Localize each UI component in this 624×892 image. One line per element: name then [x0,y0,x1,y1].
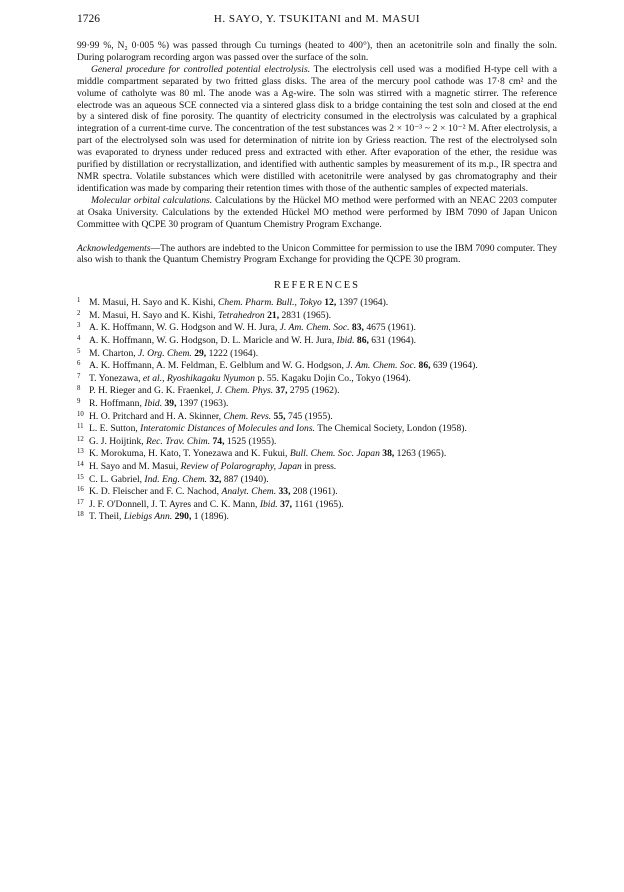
paragraph-acknowledgements [77,243,557,267]
reference-item [77,310,557,323]
running-header [77,13,557,29]
reference-item [77,411,557,424]
reference-item [77,486,557,499]
reference-rest: The Chemical Society, London (1958). [314,423,467,435]
reference-number: 11 [77,423,84,431]
reference-volume: 12, [321,297,337,309]
reference-authors: J. F. O'Donnell, J. T. Ayres and C. K. Mann, [89,498,260,510]
running-title-authors: H. SAYO, Y. TSUKITANI and M. MASUI [213,13,421,25]
paragraph-mo-calculations [77,195,557,231]
reference-journal: Review of Polarography, Japan [180,460,302,472]
reference-authors: T. Yonezawa, [89,372,143,384]
reference-volume: 55, [271,410,286,422]
reference-item [77,448,557,461]
reference-number: 15 [77,473,84,481]
reference-number: 7 [77,372,81,380]
reference-item [77,436,557,449]
reference-volume: 290, [172,511,192,523]
reference-number: 1 [77,297,81,305]
reference-authors: A. K. Hoffmann, A. M. Feldman, E. Gelblum and W. G. Hodgson, [89,360,347,372]
reference-journal: J. Am. Chem. Soc. [279,322,350,334]
reference-item [77,322,557,335]
reference-journal: Ibid. [259,498,278,510]
acknowledgements-text: —The authors are indebted to the Unicon Committee for permission to use the IBM 7090 computer. They also wish to thank the Quantum Chemistry Program Exchange for providing the QCPE 30 program. [77,242,557,266]
reference-number: 13 [77,448,84,456]
reference-journal: Ibid. [144,397,163,409]
reference-number: 5 [77,347,81,355]
reference-item [77,423,557,436]
reference-item [77,474,557,487]
reference-authors: A. K. Hoffmann, W. G. Hodgson and W. H. Jura, [89,322,280,334]
reference-rest: 639 (1964). [430,360,478,372]
reference-rest: 1161 (1965). [292,498,344,510]
page-number: 1726 [77,13,100,25]
reference-journal: Chem. Revs. [223,410,272,422]
reference-number: 17 [77,498,84,506]
reference-item [77,461,557,474]
reference-item [77,499,557,512]
reference-volume: 21, [264,309,280,321]
reference-volume: 32, [207,473,222,485]
reference-journal: Ind. Eng. Chem. [144,473,208,485]
reference-volume: 37, [277,498,293,510]
reference-authors: K. D. Fleischer and F. C. Nachod, [89,486,222,498]
reference-volume: 86, [416,360,431,372]
article-body [77,40,557,524]
electrolysis-text: The electrolysis cell used was a modified H-type cell with a middle compartment separated by two fritted glass disks. The area of the mercury pool cathode was 17·8 cm² and the volume of catholyte was 80 ml. The anode was a Ag-wire. The soln was stirred with a magnetic stirrer. The reference electrode was an aqueous SCE connected via a sintered glass disk to a bridge containing the test soln and closed at the end by a sintered disk of fine porosity. The quantity of electricity consumed in the electrolysis was calculated by a graphical integration of a current-time curve. The concentration of the test substances was 2 × 10⁻³ ~ 2 × 10⁻² M. After electrolysis, a part of the electrolysed soln was used for determination of nitrite ion by Griess reaction. The rest of the electrolysed soln was evaporated to dryness under reduced press and extracted with ether. After evaporation of the ether, the residue was purified by distillation or recrystallization, and identified with authentic samples by measurement of its m.p., IR spectra and NMR spectra. Volatile substances which were distilled with acetonitrile were analysed by gas chromatography and their identification was made by comparing their retention times with those of the authentic samples of expected materials. [77,63,557,194]
reference-rest: 1222 (1964). [206,347,259,359]
reference-journal: J. Org. Chem. [138,347,192,359]
reference-volume: 83, [349,322,364,334]
reference-authors: K. Morokuma, H. Kato, T. Yonezawa and K. Fukui, [89,448,290,460]
reference-item [77,373,557,386]
reference-rest: 1397 (1964). [336,297,389,309]
reference-item [77,385,557,398]
reference-volume: 37, [273,385,288,397]
reference-rest: 1397 (1963). [176,397,229,409]
reference-rest: 1525 (1955). [224,435,277,447]
paragraph-gas-purification: 99·99 %, N₂ 0·005 %) was passed through Cu turnings (heated to 400°), then an acetonitrile soln and finally the soln. During polarogram recording argon was passed over the surface of the soln. [77,40,557,63]
reference-authors: G. J. Hoijtink, [89,435,147,447]
reference-rest: 745 (1955). [285,410,333,422]
reference-authors: T. Theil, [89,511,124,523]
reference-authors: C. L. Gabriel, [89,473,145,485]
mo-text: Calculations by the Hückel MO method were performed with an NEAC 2203 computer at Osaka University. Calculations by the extended Hückel MO method were performed by IBM 7090 of Japan Unicon Committee with QCPE 30 program of Quantum Chemistry Program Exchange. [77,194,557,230]
reference-volume: 86, [354,335,369,346]
reference-item [77,360,557,373]
reference-volume: 33, [276,486,291,498]
reference-journal: Rec. Trav. Chim. [146,435,211,447]
reference-journal: Bull. Chem. Soc. Japan [289,448,380,460]
reference-authors: L. E. Sutton, [89,423,141,435]
reference-authors: A. K. Hoffmann, W. G. Hodgson, D. L. Maricle and W. H. Jura, [89,335,337,346]
section-heading-electrolysis: General procedure for controlled potential electrolysis. [91,63,311,75]
reference-rest: 2795 (1962). [287,385,340,397]
reference-volume: 39, [162,397,177,409]
reference-authors: H. Sayo and M. Masui, [89,460,181,472]
reference-journal: J. Am. Chem. Soc. [346,360,417,372]
reference-authors: H. O. Pritchard and H. A. Skinner, [89,410,224,422]
reference-authors: R. Hoffmann, [89,397,145,409]
reference-item [77,335,557,348]
reference-number: 12 [77,435,84,443]
reference-volume: 38, [379,448,395,460]
reference-journal: Tetrahedron [217,309,265,321]
reference-rest: 4675 (1961). [363,322,416,334]
reference-number: 10 [77,410,84,418]
reference-item [77,398,557,411]
reference-number: 6 [77,360,81,368]
reference-rest: 631 (1964). [368,335,417,346]
reference-number: 14 [77,460,84,468]
reference-number: 2 [77,309,81,317]
reference-authors: M. Masui, H. Sayo and K. Kishi, [89,309,218,321]
reference-number: 9 [77,397,81,405]
spacer [77,231,557,243]
reference-volume: 74, [210,435,225,447]
references-heading: REFERENCES [274,280,360,292]
reference-journal: Analyt. Chem. [221,486,277,498]
reference-number: 4 [77,335,81,342]
reference-authors: M. Charton, [89,347,139,359]
reference-list [77,297,557,524]
reference-rest: 1263 (1965). [394,448,447,460]
reference-number: 16 [77,486,84,494]
reference-rest: p. 55. Kagaku Dojin Co., Tokyo (1964). [254,372,411,384]
reference-journal: et al., Ryoshikagaku Nyumon [142,372,255,384]
paragraph-electrolysis-procedure [77,64,557,195]
reference-number: 18 [77,511,84,519]
reference-journal: Chem. Pharm. Bull., Tokyo [217,297,322,309]
reference-number: 8 [77,385,81,393]
reference-journal: Ibid. [336,335,355,346]
reference-journal: Interatomic Distances of Molecules and Ions. [140,423,315,435]
reference-authors: M. Masui, H. Sayo and K. Kishi, [89,297,218,309]
reference-rest: in press. [301,460,337,472]
reference-journal: J. Chem. Phys. [215,385,274,397]
acknowledgements-heading: Acknowledgements [77,242,151,254]
reference-item [77,348,557,361]
reference-volume: 29, [191,347,207,359]
reference-rest: 887 (1940). [221,473,269,485]
reference-item [77,297,557,310]
reference-rest: 208 (1961). [290,486,338,498]
reference-item [77,511,557,524]
reference-authors: P. H. Rieger and G. K. Fraenkel, [89,385,216,397]
reference-number: 3 [77,322,81,330]
section-heading-mo: Molecular orbital calculations. [91,194,213,206]
reference-journal: Liebigs Ann. [123,511,173,523]
reference-rest: 2831 (1965). [279,309,332,321]
reference-rest: 1 (1896). [191,511,229,523]
